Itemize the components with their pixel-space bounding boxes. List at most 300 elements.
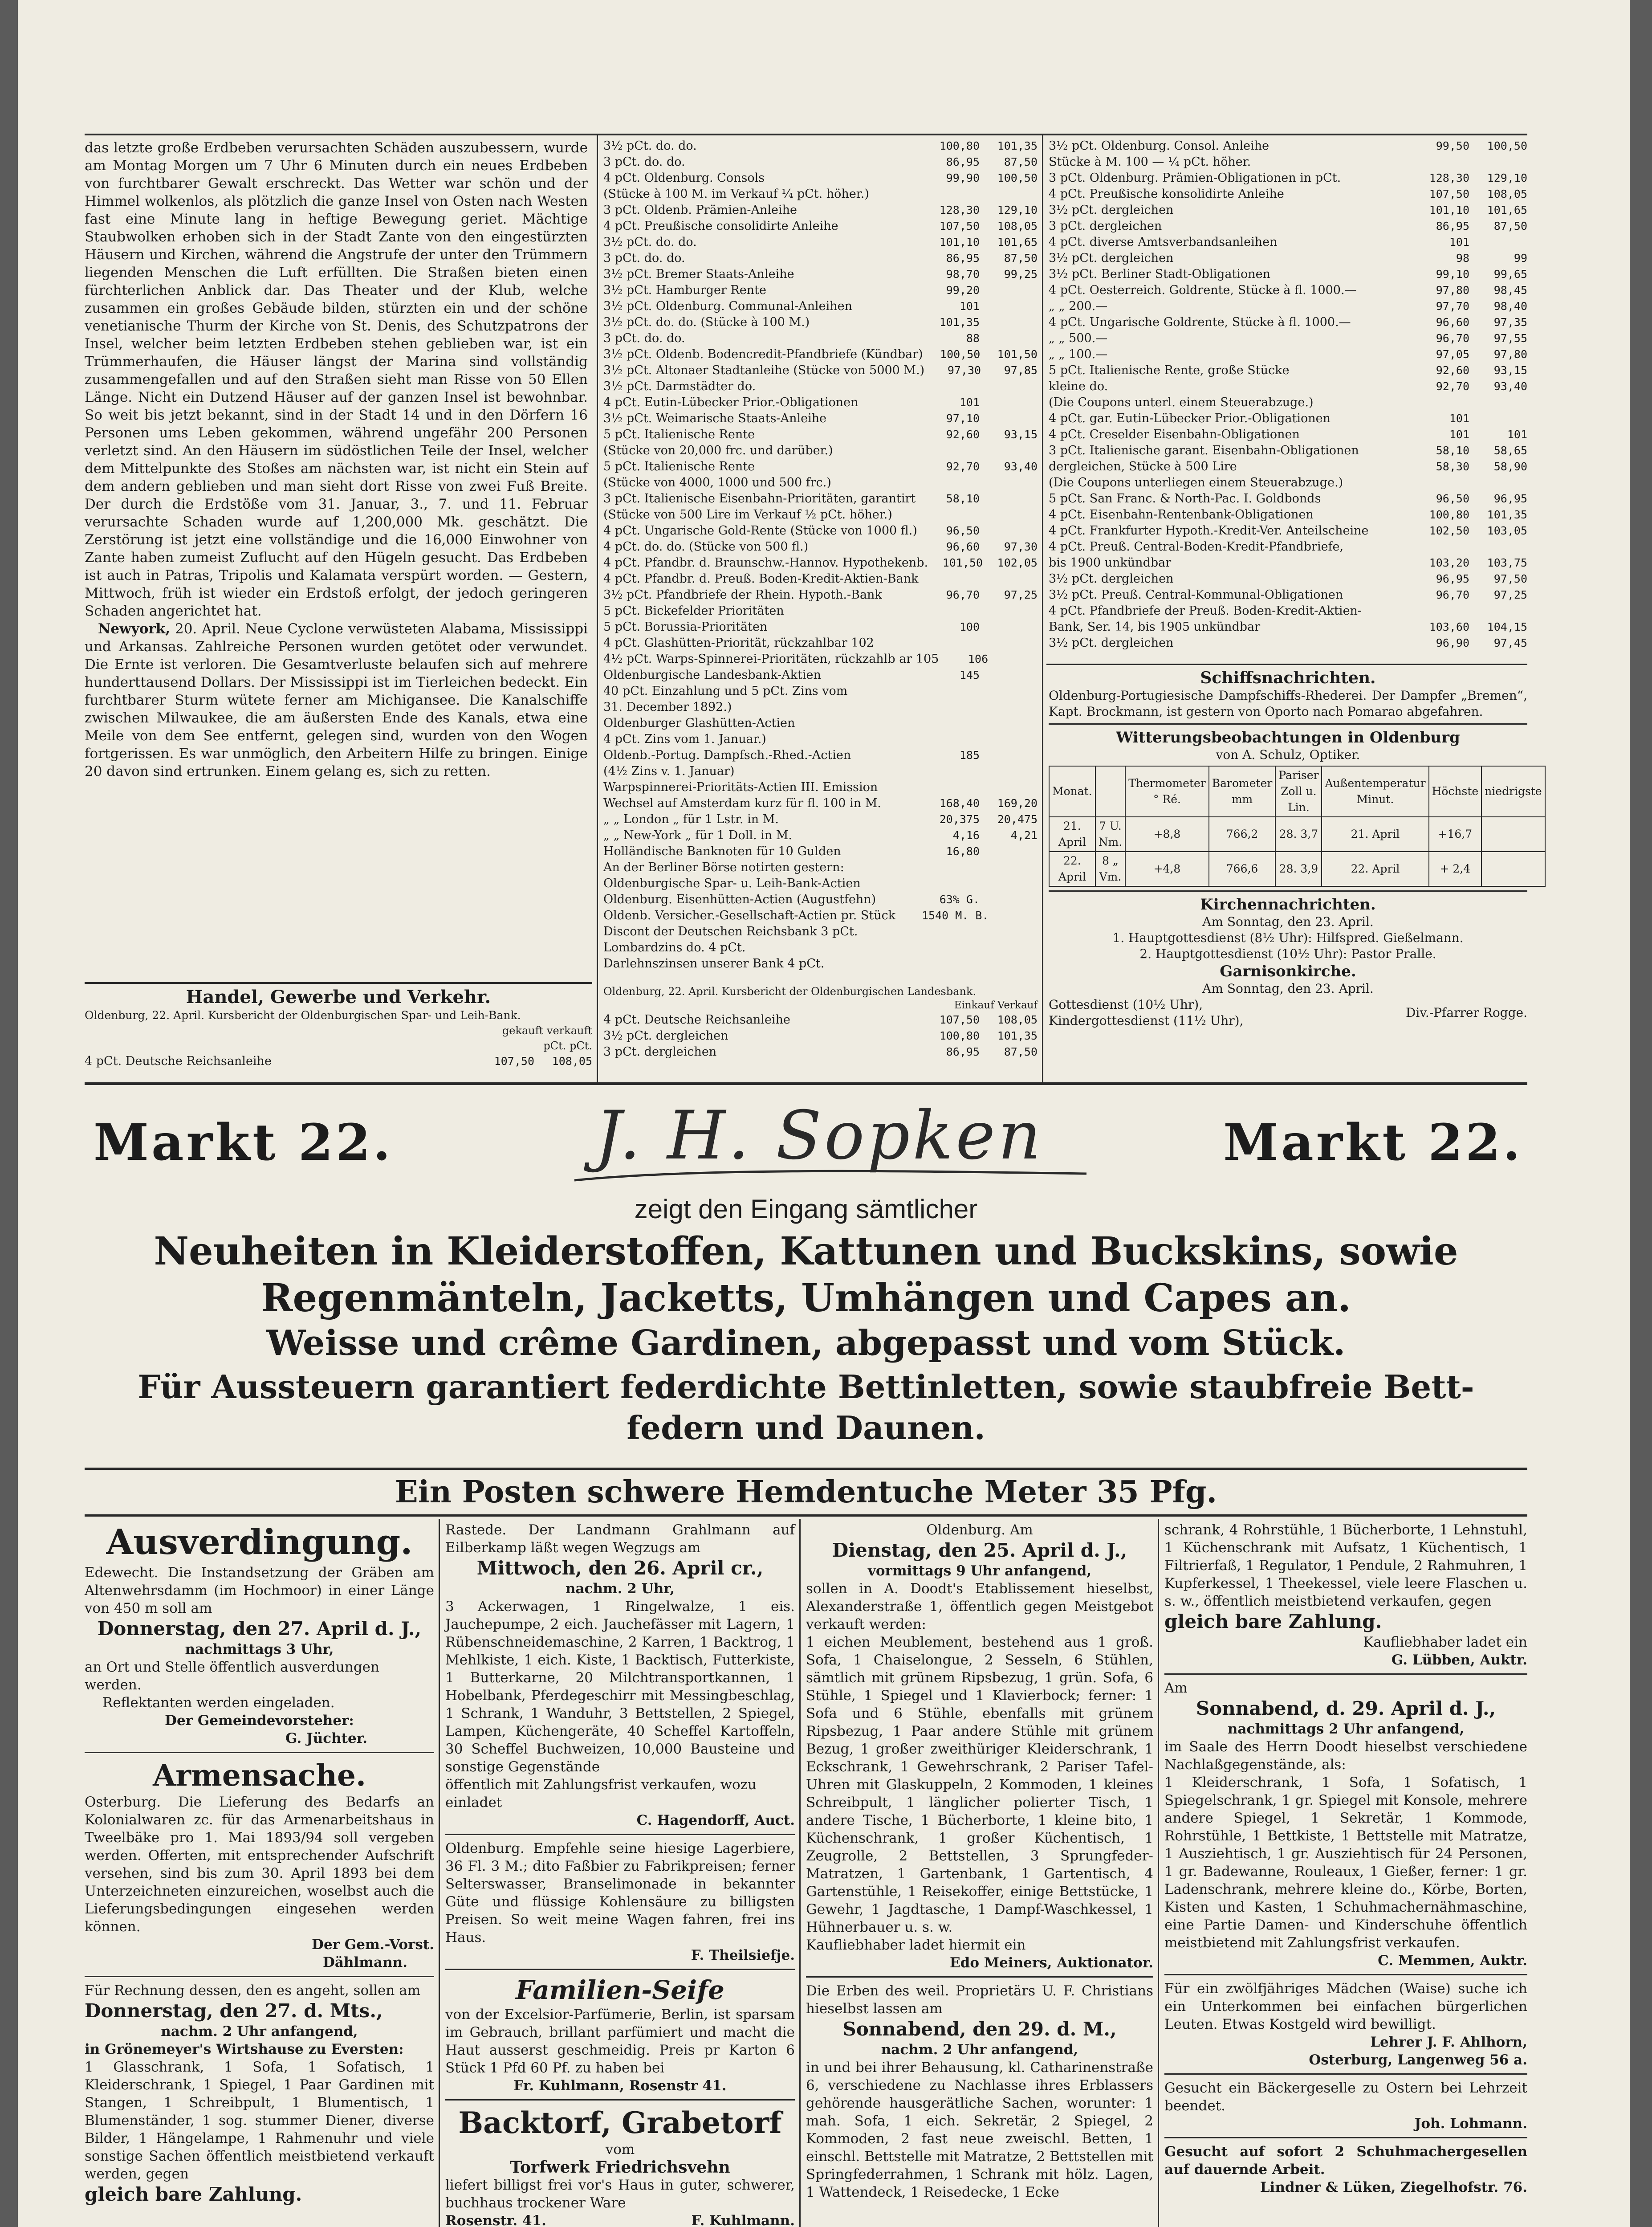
kurs-value-1 [922,715,980,731]
weather-cell: + 2,4 [1429,852,1482,886]
kurs-value-1: 185 [959,749,980,762]
kurs-value-2: 4,21 [1010,829,1038,842]
handel-row-sell: 108,05 [552,1055,592,1068]
schuhmacher-sig: Lindner & Lüken, Ziegelhofstr. 76. [1260,2179,1527,2195]
weather-row [1049,852,1545,886]
kurs-label: 4 pCt. Pfandbr. d. Preuß. Boden-Kredit-Aktien-Bank [603,572,919,586]
kurs-value-2 [980,330,1038,347]
kurs-value-2 [980,571,1038,587]
kurs-label: 5 pCt. Italienische Rente [603,428,755,441]
kurs-value-1: 96,60 [946,540,980,553]
page-content [85,134,1542,2227]
zante-earthquake-report: das letzte große Erdbeben verursachten Schäden auszubessern, wurde am Montag Morgen um 7 Uhr 6 Minuten durch ein neues Erdbeben von furchtbarer Gewalt erschreckt. Das Wetter war schön und der Himmel wolkenlos, als plötzlich die ganze Insel von Osten nach Westen fast eine Minute lang in heftige Bewegung geriet. Mächtige Staubwolken erhoben sich in der Stadt Zante von den eingestürzten Häusern und Kirchen, während die Angstrufe der unter den Trümmern liegenden Menschen die Luft erfüllten. Die Straßen bieten einen fürchterlichen Anblick dar. Das Theater und der Klub, welche zusammen ein großes Gebäude bilden, stürzten ein und der schöne venetianische Thurm der Kirche von St. Denis, des Schutzpatrons der Insel, welcher beim letzten Erdbeben stehen geblieben war, ist ein Trümmerhaufen, die Häuser längst der Marina sind vollständig zusammengefallen und auf den Straßen sieht man Risse von 50 Ellen Länge. Nicht ein Dutzend Häuser auf der ganzen Insel ist bewohnbar. So weit bis jetzt bekannt, sind in der Stadt 14 und in den Dörfern 16 Personen ums Leben gekommen, während ungefähr 200 Personen verletzt sind. An den Häusern im südöstlichen Teile der Insel, welcher dem Mittelpunkte des Stoßes am nächsten war, ist nicht ein Stein auf dem andern geblieben und man sieht dort Risse von zwei Fuß Breite. Der durch die Erdstöße vom 31. Januar, 3., 7. und 11. Februar verursachte Schaden wurde auf 1,200,000 Mk. geschätzt. Die Zerstörung ist jetzt eine vollständige und die 16,000 Einwohner von Zante haben zumeist Zuflucht auf den Hügeln gesucht. Das Erdbeben ist auch in Patras, Tripolis und Kalamata verspürt worden. — Gestern, Mittwoch, früh ist wieder ein Erdstoß erfolgt, der jedoch geringeren Schaden angerichtet hat. [85,140,588,619]
maedchen-text: Für ein zwölfjähriges Mädchen (Waise) suche ich ein Unterkommen bei einfachen bürgerlichen Leuten. Etwas Kostgeld wird bewilligt. [1164,1981,1527,2032]
christians-cont: schrank, 4 Rohrstühle, 1 Bücherborte, 1 Lehnstuhl, 1 Küchenschrank mit Aufsatz, 1 Küchentisch, 1 Filtrierfaß, 1 Regulator, 1 Pendule, 2 Rahmuhren, 1 Kupferkessel, 1 Theekessel, viele leere Flaschen u. s. w., öffentlich meistbietend verkaufen, gegen [1164,1522,1527,1609]
kurs-value-2: 104,15 [1487,620,1527,633]
kurs-value-2: 97,45 [1493,636,1527,649]
kurs-row [1049,443,1527,459]
kurs-label: (Die Coupons unterl. einem Steuerabzuge.) [1049,396,1314,409]
newyork-report [85,620,588,780]
kurs-row [603,619,1038,635]
kurs-value-1: 96,95 [1436,572,1469,585]
banner-line-5: Für Aussteuern garantiert federdichte Bettinletten, sowie staubfreie Bett- [138,1368,1474,1406]
kurs-row [603,539,1038,555]
kurs-value-2: 58,90 [1493,460,1527,473]
garn-line-1: Gottesdienst (10½ Uhr), [1049,997,1203,1012]
kurs-row [1049,298,1527,314]
kurs-value-1: 97,70 [1436,300,1469,313]
memmen-text: Am [1164,1680,1188,1696]
kurs-row [1049,330,1527,347]
kurs-row [603,507,1038,523]
kurs-label: 4 pCt. Preuß. Central-Boden-Kredit-Pfandbriefe, [1049,540,1344,554]
kurs-label: 4 pCt. Preußische konsolidirte Anleihe [1049,187,1284,201]
banner-line-3: Regenmänteln, Jacketts, Umhängen und Capes an. [261,1276,1351,1321]
kurs-value-2 [980,298,1038,314]
maedchen-sig-1: Lehrer J. F. Ahlhorn, [1370,2034,1527,2050]
kurs-value-2 [980,908,1038,924]
kurs-label: Bank, Ser. 14, bis 1905 unkündbar [1049,620,1261,634]
kurs-value-1: 97,10 [946,412,980,425]
ausverdingung-time: nachmittags 3 Uhr, [185,1641,334,1657]
kurs-row [603,170,1038,186]
kurs-column-3 [1049,138,1527,659]
ad-rule [1164,2137,1527,2138]
weather-head-cell: Pariser Zoll u. Lin. [1275,766,1322,817]
kurs-value-1: 92,70 [1436,380,1469,393]
kurs-value-2 [1469,475,1527,491]
kurs-value-2: 108,05 [1487,188,1527,200]
garn-line-2: Kindergottesdienst (11½ Uhr), [1049,1013,1244,1028]
kurs-row [603,555,1038,571]
kurs-label: 3½ pCt. Oldenburg. Consol. Anleihe [1049,139,1270,153]
column-divider-1 [597,134,598,1082]
kurs-value-1: 99,20 [946,284,980,297]
kurs-label: 4 pCt. Oesterreich. Goldrente, Stücke à fl. 1000.— [1049,283,1357,297]
lagerbier-sig: F. Theilsiefje. [691,1947,795,1963]
kurs-value-2: 108,05 [997,1013,1038,1026]
kirch-line-2: 2. Hauptgottesdienst (10½ Uhr): Pastor Pralle. [1139,946,1436,961]
kurs-value-1 [1412,154,1469,170]
kurs-value-1: 107,50 [939,1013,980,1026]
ad-rule [445,1834,795,1835]
kurs-label: 4 pCt. Zins vom 1. Januar.) [603,732,766,746]
kurs-label: Holländische Banknoten für 10 Gulden [603,844,841,858]
ausverdingung-date: Donnerstag, den 27. April d. J., [97,1618,422,1640]
banner-line-1: zeigt den Eingang sämtlicher [634,1194,978,1224]
banner-bottom-rule-1 [85,1468,1527,1470]
weather-row [1049,817,1545,852]
weather-head-cell: Höchste [1429,766,1482,817]
kurs-label: 4 pCt. Deutsche Reichsanleihe [603,1013,790,1027]
kurs-value-1: 58,10 [1436,444,1469,457]
landesbank-header: Einkauf Verkauf [954,999,1038,1011]
handel-header: gekauft verkauft [502,1024,592,1037]
kurs-value-1 [922,635,980,651]
kurs-row [1049,603,1527,619]
notices-column [1049,668,1542,1078]
doodt-items: 1 eichen Meublement, bestehend aus 1 groß. Sofa, 1 Chaiselongue, 2 Sesseln, 6 Stühlen, sämtlich mit grünem Ripsbezug, 1 grün. Sofa, 6 Stühle, 1 Spiegel und 1 Klavierbock; ferner: 1 Sofa und 6 Stühle, ebenfalls mit grünem Ripsbezug, 1 Paar andere Stühle mit grünem Bezug, 1 großer zweithüriger Kleiderschrank, 1 Eckschrank, 1 Gewehrschrank, 2 Pariser Tafel-Uhren mit Glaskuppeln, 2 Kommoden, 1 kleines Schreibpult, 1 länglicher polierter Tisch, 1 andere Tische, 1 Bücherborte, 1 kleine bito, 1 Küchenschrank, 1 großer Küchentisch, 1 Zeugrolle, 2 Bettstellen, 3 Sprungfeder-Matratzen, 1 Gartenbank, 1 Gartentisch, 4 Gartenstühle, 1 Reisekoffer, einige Bettstücke, 1 Gewehr, 1 Jagdtasche, 1 Dampf-Waschkessel, 1 Hühnerbauer u. s. w. [806,1634,1153,1935]
weather-cell: 22. April [1322,852,1428,886]
kurs-value-1: 101 [959,300,980,313]
kurs-label: An der Berliner Börse notirten gestern: [603,861,844,874]
weather-cell: 21. April [1049,817,1095,852]
weather-cell [1481,852,1545,886]
ads-column-c [806,1521,1153,2227]
kurs-value-2 [980,507,1038,523]
memmen-sig: C. Memmen, Auktr. [1378,1953,1527,1969]
christians-sig: G. Lübben, Auktr. [1391,1652,1527,1668]
kurs-label: 4 pCt. Eisenbahn-Rentenbank-Obligationen [1049,508,1314,522]
kurs-value-1: 101,35 [939,316,980,329]
garn-sub: Am Sonntag, den 23. April. [1202,981,1374,996]
kurs-value-1: 100,50 [940,348,981,361]
eversten-place: in Grönemeyer's Wirtshause zu Eversten: [85,2041,404,2057]
weather-cell: 7 U. Nm. [1095,817,1126,852]
memmen-date: Sonnabend, d. 29. April d. J., [1196,1697,1496,1719]
kurs-label: 3½ pCt. do. do. [603,139,697,153]
kurs-value-2: 100,50 [1487,139,1527,152]
kurs-label: 4 pCt. Glashütten-Priorität, rückzahlbar 102 [603,636,874,650]
kurs-value-1: 168,40 [939,797,980,810]
weather-cell: 28. 3,9 [1275,852,1322,886]
kurs-value-1: 96,50 [1436,492,1469,505]
kurs-label: 4 pCt. do. do. (Stücke von 500 fl.) [603,540,809,554]
kurs-value-1 [922,379,980,395]
rastede-tail: öffentlich mit Zahlungsfrist verkaufen, wozu einladet [445,1777,757,1811]
eversten-pay: gleich bare Zahlung. [85,2183,302,2205]
kurs-row [1049,154,1527,170]
kurs-value-2: 93,15 [1004,428,1038,441]
kurs-label: „ „ London „ für 1 Lstr. in M. [603,812,779,826]
torf-sig: F. Kuhlmann. [691,2213,795,2227]
weather-cell: 22. April [1049,852,1095,886]
ads-column-a [85,1521,434,2227]
kurs-value-1: 100,80 [1429,508,1469,521]
kurs-row [1049,218,1527,234]
newspaper-page [18,0,1630,2227]
kurs-row [1049,266,1527,282]
weather-cell: +16,7 [1429,817,1482,852]
weather-cell: +4,8 [1125,852,1209,886]
newyork-text: 20. April. Neue Cyclone verwüsteten Alabama, Mississippi und Arkansas. Zahlreiche Personen wurden getötet oder verwundet. Die Ernte ist verloren. Die Gesamtverluste belaufen sich auf mehrere hunderttausend Dollars. Der Mississippi ist im Tierleichen bedeckt. Ein furchtbarer Sturm wütete ferner am Michigansee. Die Kanalschiffe zwischen Milwaukee, die am äußersten Ende des Kanals, etwa eine Meile von dem See entfernt, gelegen sind, wurden von den Wogen fortgerissen. Es war unmöglich, den Arbeitern Hilfe zu bringen. Einige 20 davon sind ertrunken. Einem gelang es, sich zu retten. [85,621,588,779]
handel-kursbericht: Oldenburg, 22. April. Kursbericht der Oldenburgischen Spar- und Leih-Bank. [85,1009,521,1022]
weather-table-head [1049,766,1545,817]
kurs-row [603,1012,1038,1028]
kurs-value-1 [922,940,980,956]
kurs-label: 3½ pCt. Weimarische Staats-Anleihe [603,412,827,425]
kurs-value-2: 99 [1514,252,1527,265]
eversten-time: nachm. 2 Uhr anfangend, [161,2023,358,2039]
kurs-value-1: 96,50 [946,524,980,537]
kurs-row [603,860,1038,876]
kurs-value-2 [980,523,1038,539]
kurs-row [603,1028,1038,1044]
kurs-row [603,908,1038,924]
torf-footer [445,2212,795,2227]
schiff-rule [1046,664,1527,665]
ausverdingung-sig-2: G. Jüchter. [285,1730,367,1746]
kurs-label: 4 pCt. Preußische consolidirte Anleihe [603,219,838,233]
rastede-date: Mittwoch, den 26. April cr., [476,1557,764,1579]
christians-date: Sonnabend, den 29. d. M., [842,2018,1117,2040]
kurs-label: 4 pCt. Pfandbriefe der Preuß. Boden-Kredit-Aktien- [1049,604,1362,618]
kurs-label: 3½ pCt. Hamburger Rente [603,283,766,297]
weather-cell [1481,817,1545,852]
kurs-value-2: 97,80 [1493,348,1527,361]
kurs-label: 3½ pCt. Oldenb. Bodencredit-Pfandbriefe (Kündbar) [603,347,923,361]
kurs-row [1049,202,1527,218]
kurs-row [603,523,1038,539]
rastede-sig: C. Hagendorff, Auct. [636,1812,795,1828]
ausverdingung-text-2: an Ort und Stelle öffentlich ausverdungen werden. [85,1659,379,1693]
ads-column-d [1164,1521,1527,2227]
kurs-label: 5 pCt. San Franc. & North-Pac. I. Goldbonds [1049,492,1321,506]
christians-time: nachm. 2 Uhr anfangend, [881,2042,1078,2058]
sopken-signature: J. H. Sopken [595,1097,1044,1175]
eversten-items: 1 Glasschrank, 1 Sofa, 1 Sofatisch, 1 Kleiderschrank, 1 Spiegel, 1 Paar Gardinen mit Stangen, 1 Schreibpult, 1 Blumentisch, 1 Blumenständer, 1 sog. stummer Diener, diverse Bilder, 1 Hängelampe, 1 Rahmenuhr und viele sonstige Sachen öffentlich meistbietend verkauft werden, gegen [85,2059,434,2182]
kurs-value-2 [980,411,1038,427]
kurs-value-1: 88 [966,332,980,345]
kurs-label: Lombardzins do. 4 pCt. [603,941,746,954]
banner-line-2: Neuheiten in Kleiderstoffen, Kattunen und Buckskins, sowie [154,1229,1458,1274]
kurs-row [1049,635,1527,651]
kurs-label: Discont der Deutschen Reichsbank 3 pCt. [603,925,858,938]
kurs-label: 3 pCt. dergleichen [603,1045,717,1059]
kurs-value-1: 58,30 [1436,460,1469,473]
torf-title: Backtorf, Grabetorf [458,2105,782,2140]
kurs-row [603,218,1038,234]
kurs-row [1049,427,1527,443]
weather-cell: 21. April [1322,817,1428,852]
kurs-row [1049,459,1527,475]
kurs-value-1: 96,90 [1436,636,1469,649]
kurs-label: 3 pCt. do. do. [603,331,685,345]
markt-left: Markt 22. [94,1114,393,1172]
kurs-value-1 [922,603,980,619]
kirch-line-1: 1. Hauptgottesdienst (8½ Uhr): Hilfspred. Gießelmann. [1112,930,1464,945]
markt-right: Markt 22. [1223,1114,1523,1172]
armensache-sig-1: Der Gem.-Vorst. [312,1937,434,1953]
familien-seife-title: Familien-Seife [516,1975,724,2005]
doodt-date: Dienstag, den 25. April d. J., [832,1539,1127,1561]
newyork-lead: Newyork, [98,621,171,637]
torf-addr: Rosenstr. 41. [445,2213,546,2227]
kurs-value-2 [980,763,1038,779]
kurs-row [603,282,1038,298]
kurs-row [603,154,1038,170]
kurs-value-2: 103,05 [1487,524,1527,537]
kurs-row [1049,314,1527,330]
kurs-label: 4 pCt. gar. Eutin-Lübecker Prior.-Obligationen [1049,412,1331,425]
kurs-value-1 [922,876,980,892]
ausverdingung-sig-1: Der Gemeindevorsteher: [165,1713,354,1729]
kurs-value-2: 97,30 [1004,540,1038,553]
kurs-value-1 [922,507,980,523]
ads-divider-3 [1158,1519,1159,2227]
kurs-value-1 [922,860,980,876]
kurs-row [603,202,1038,218]
kurs-value-1: 145 [959,669,980,681]
kurs-label: Warpspinnerei-Prioritäts-Actien III. Emission [603,780,878,794]
kurs-row [1049,571,1527,587]
kurs-value-2 [980,683,1038,699]
kurs-label: „ „ New-York „ für 1 Doll. in M. [603,828,792,842]
kurs-value-2 [980,747,1038,763]
kurs-value-2 [980,892,1038,908]
ad-rule [85,1976,434,1977]
kurs-label: 3 pCt. do. do. [603,155,685,169]
garn-title: Garnisonkirche. [1220,963,1356,980]
kurs-label: 40 pCt. Einzahlung und 5 pCt. Zins vom [603,684,848,698]
kurs-label: Oldenburgische Spar- u. Leih-Bank-Actien [603,877,861,890]
kurs-value-1 [922,571,980,587]
kurs-value-1: 1540 M. B. [922,909,989,922]
kurs-value-1: 101 [1449,412,1469,425]
kurs-value-2: 58,65 [1493,444,1527,457]
kurs-value-2 [980,940,1038,956]
kurs-row [1049,170,1527,186]
kurs-label: 4 pCt. Creselder Eisenbahn-Obligationen [1049,428,1300,441]
kurs-row [603,411,1038,427]
torf-text: liefert billigst frei vor's Haus in guter, schwerer, buchhaus trockener Ware [445,2177,795,2211]
kurs-label: 3 pCt. Oldenb. Prämien-Anleihe [603,203,797,217]
kurs-row [603,379,1038,395]
kurs-value-1: 92,60 [946,428,980,441]
banner-line-6: federn und Daunen. [627,1409,985,1447]
kurs-row [1049,250,1527,266]
kurs-row [603,699,1038,715]
kurs-value-2 [980,667,1038,683]
kurs-row [1049,555,1527,571]
ad-rule [445,2099,795,2101]
kurs-value-2: 101,35 [997,139,1038,152]
kurs-row [603,491,1038,507]
weather-cell: +8,8 [1125,817,1209,852]
ausverdingung-text: Edewecht. Die Instandsetzung der Gräben am Altenwehrsdamm (im Hochmoor) in einer Länge von 450 m soll am [85,1565,434,1616]
kurs-value-2 [980,924,1038,940]
kurs-value-1 [922,475,980,491]
kurs-value-2 [980,956,1038,972]
kurs-row [603,186,1038,202]
kurs-value-2 [980,314,1038,330]
kurs-label: kleine do. [1049,379,1108,393]
kurs-value-1 [922,443,980,459]
kurs-label: 31. December 1892.) [603,700,732,714]
kurs-value-2: 101,65 [997,236,1038,249]
wx-subtitle: von A. Schulz, Optiker. [1216,747,1360,762]
kurs-label: Stücke à M. 100 — ¼ pCt. höher. [1049,155,1251,169]
kurs-column-2 [603,138,1038,975]
kurs-value-2: 129,10 [997,204,1038,216]
torf-name: Torfwerk Friedrichsvehn [510,2158,730,2177]
kurs-value-2: 101,65 [1487,204,1527,216]
christians-tail: Kaufliebhaber ladet ein [1363,1634,1527,1650]
kurs-label: 3½ pCt. dergleichen [1049,251,1174,265]
handel-header-2: pCt. pCt. [543,1040,592,1052]
doodt-tail: Kaufliebhaber ladet hiermit ein [806,1937,1026,1953]
landesbank-title: Oldenburg, 22. April. Kursbericht der Oldenburgischen Landesbank. [603,985,977,998]
kurs-value-1: 102,50 [1429,524,1469,537]
kurs-value-2: 87,50 [1493,220,1527,232]
kurs-value-1: 97,30 [947,364,981,377]
handel-row-buy: 107,50 [494,1055,534,1068]
torf-from: vom [605,2141,635,2158]
kurs-row [1049,539,1527,555]
handel-rule [85,982,592,984]
kurs-value-2 [980,475,1038,491]
kurs-value-1: 20,375 [939,813,980,826]
garn-block [1049,997,1527,1029]
baecker-sig: Joh. Lohmann. [1414,2116,1527,2132]
kurs-row [603,779,1038,795]
kurs-row [603,443,1038,459]
kurs-value-1 [1412,539,1469,555]
kurs-value-1: 96,70 [1436,588,1469,601]
signature-flourish-icon [574,1167,1091,1185]
kurs-value-1: 107,50 [1429,188,1469,200]
kurs-row [603,587,1038,603]
kurs-row [603,1044,1038,1060]
kurs-value-1 [922,924,980,940]
kurs-label: 4 pCt. diverse Amtsverbandsanleihen [1049,235,1278,249]
maedchen-sig-2: Osterburg, Langenweg 56 a. [1309,2052,1527,2068]
kurs-label: (Stücke à 100 M. im Verkauf ¼ pCt. höher.) [603,187,869,201]
weather-cell: 766,2 [1209,817,1276,852]
ad-rule [445,1969,795,1970]
kurs-value-2 [1469,234,1527,250]
kurs-value-1: 101 [1449,236,1469,249]
kurs-label: (Stücke von 4000, 1000 und 500 frc.) [603,476,831,489]
kurs-row [603,731,1038,747]
top-rule [85,134,1527,135]
christians-text: Die Erben des weil. Proprietärs U. F. Christians hieselbst lassen am [806,1983,1153,2017]
kurs-value-1: 100,80 [939,139,980,152]
kurs-value-2 [980,379,1038,395]
kurs-value-1: 99,10 [1436,268,1469,281]
kurs-label: 3 pCt. dergleichen [1049,219,1162,233]
kurs-label: 5 pCt. Bickefelder Prioritäten [603,604,784,618]
memmen-items: 1 Kleiderschrank, 1 Sofa, 1 Sofatisch, 1 Spiegelschrank, 1 gr. Spiegel mit Konsole, mehrere andere Spiegel, 1 Sekretär, 1 Kommode, Rohrstühle, 1 Bettkiste, 1 Bettstelle mit Matratze, 1 Ausziehtisch, 1 gr. Ausziehtisch für 24 Personen, 1 gr. Badewanne, Rouleaux, 1 Gießer, ferner: 1 gr. Ladenschrank, mehrere kleine do., Körbe, Borten, Kisten und Kasten, 1 Schuhmachernähmaschine, eine Partie Damen- und Kinderschuhe öffentlich meistbietend mit Zahlungsfrist verkaufen. [1164,1774,1527,1951]
kurs-value-2 [1469,539,1527,555]
kurs-row [603,747,1038,763]
kurs-label: Oldenburgische Landesbank-Aktien [603,668,821,682]
kurs-value-2 [1469,603,1527,619]
kurs-row [603,763,1038,779]
kurs-value-1: 103,60 [1429,620,1469,633]
kurs-row [603,298,1038,314]
kurs-row [603,876,1038,892]
kurs-value-2 [980,699,1038,715]
kurs-value-2 [980,844,1038,860]
kurs-value-2: 87,50 [1004,252,1038,265]
kurs-value-1: 92,60 [1436,364,1469,377]
weather-cell: 8 „ Vm. [1095,852,1126,886]
kurs-row [1049,491,1527,507]
kurs-row [603,956,1038,972]
memmen-place: im Saale des Herrn Doodt hieselbst verschiedene Nachlaßgegenstände, als: [1164,1739,1527,1773]
kurs-value-1: 16,80 [946,845,980,858]
armensache-title: Armensache. [153,1758,366,1793]
kurs-row [603,844,1038,860]
kurs-value-1: 86,95 [1436,220,1469,232]
kurs-value-1: 86,95 [946,252,980,265]
kurs-value-2 [980,282,1038,298]
kurs-value-2: 20,475 [997,813,1038,826]
kurs-value-2 [980,731,1038,747]
kurs-label: Oldenburger Glashütten-Actien [603,716,795,730]
kurs-label: 3 pCt. do. do. [603,251,685,265]
